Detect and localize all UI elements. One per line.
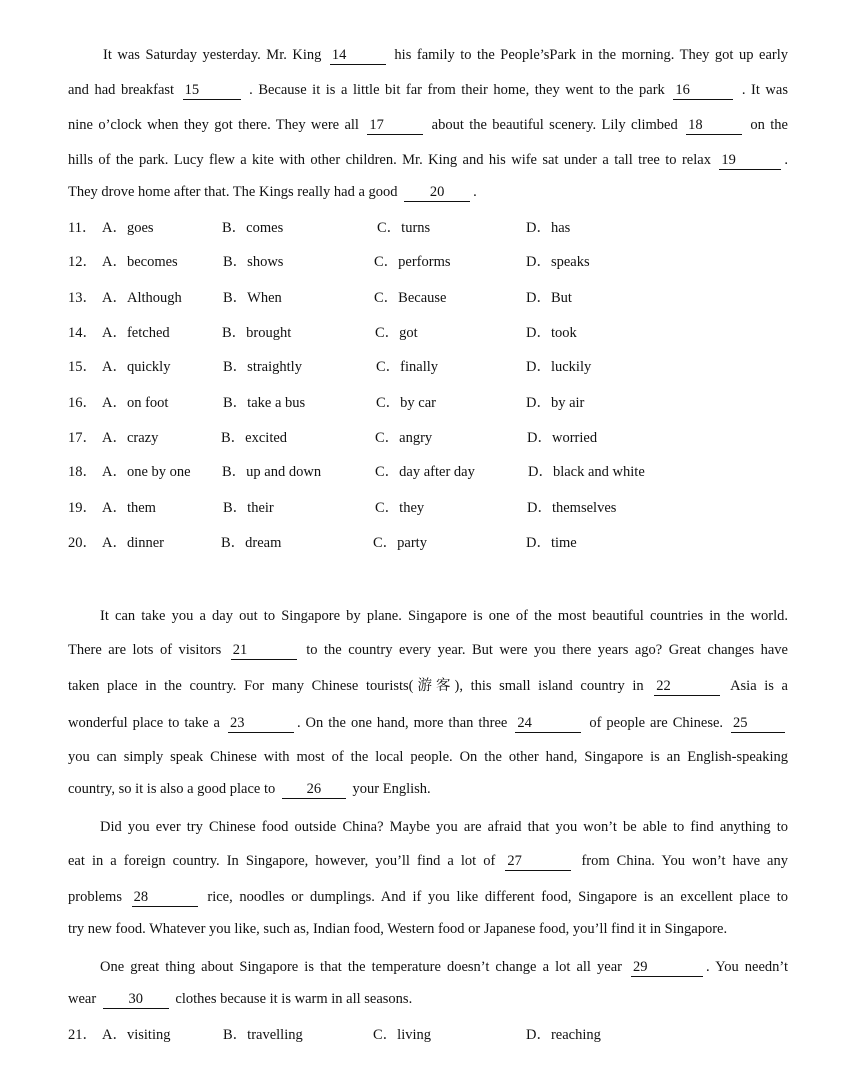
option-d[interactable]: D．took	[526, 325, 577, 341]
question-number: 15．	[68, 359, 97, 375]
answer-blank: 26	[282, 781, 346, 799]
option-a[interactable]: A．becomes	[102, 254, 178, 270]
question-number: 21．	[68, 1027, 97, 1043]
passage-line	[68, 676, 788, 696]
option-d[interactable]: D．worried	[527, 430, 598, 446]
option-a[interactable]: A．them	[102, 500, 156, 516]
passage-line	[100, 817, 788, 837]
option-d[interactable]: D．reaching	[526, 1027, 601, 1043]
option-b[interactable]: B．straightly	[223, 359, 302, 375]
question-row	[68, 288, 788, 308]
option-c[interactable]: C．angry	[375, 430, 433, 446]
passage-text: from China. You won’t have any	[574, 853, 788, 869]
passage-line	[68, 150, 788, 170]
option-b[interactable]: B．travelling	[223, 1027, 303, 1043]
option-a[interactable]: A．one by one	[102, 464, 191, 480]
option-b[interactable]: B．their	[223, 500, 274, 516]
option-c[interactable]: C．Because	[374, 290, 447, 306]
passage-text: eat in a foreign country. In Singapore, however, you’ll find a lot of	[68, 853, 503, 869]
question-number: 13．	[68, 290, 97, 306]
option-d[interactable]: D．themselves	[527, 500, 617, 516]
answer-blank: 30	[103, 991, 169, 1009]
passage-line	[100, 957, 788, 977]
passage-line	[68, 747, 788, 767]
passage-text: try new food. Whatever you like, such as, Indian food, Western food or Japanese food, you’ll find it in Singapore.	[68, 921, 728, 937]
answer-blank: 18	[686, 117, 742, 135]
passage-text: his family to the People’sPark in the morning. They got up early	[388, 47, 788, 63]
answer-blank: 29	[631, 959, 703, 977]
answer-blank: 19	[719, 152, 781, 170]
option-b[interactable]: B．brought	[222, 325, 292, 341]
option-c[interactable]: C．living	[373, 1027, 432, 1043]
passage-text: Did you ever try Chinese food outside China? Maybe you are afraid that you won’t be able to find anything to	[100, 819, 788, 835]
question-row	[68, 218, 788, 238]
question-number: 17．	[68, 430, 97, 446]
option-d[interactable]: D．by air	[526, 395, 585, 411]
passage-text: clothes because it is warm in all seasons.	[171, 991, 413, 1007]
passage-text: wear	[68, 991, 100, 1007]
question-row	[68, 462, 788, 482]
passage-line	[68, 887, 788, 907]
option-a[interactable]: A．goes	[102, 220, 154, 236]
answer-blank: 28	[132, 889, 198, 907]
option-d[interactable]: D．luckily	[526, 359, 592, 375]
question-number: 20．	[68, 535, 97, 551]
question-row	[68, 1025, 788, 1045]
passage-text: on the	[745, 117, 788, 133]
passage-text: There are lots of visitors	[68, 642, 228, 658]
passage-text: you can simply speak Chinese with most of the local people. On the other hand, Singapore is an English-speaking	[68, 749, 788, 765]
passage-text: . On the one hand, more than three	[296, 715, 513, 731]
passage-line	[68, 640, 788, 660]
option-a[interactable]: A．on foot	[102, 395, 169, 411]
question-number: 16．	[68, 395, 97, 411]
option-b[interactable]: B．comes	[222, 220, 284, 236]
answer-blank: 20	[404, 184, 470, 202]
option-c[interactable]: C．party	[373, 535, 427, 551]
question-number: 12．	[68, 254, 97, 270]
passage-text: One great thing about Singapore is that the temperature doesn’t change a lot all year	[100, 959, 629, 975]
passage-text: nine o’clock when they got there. They were all	[68, 117, 365, 133]
question-row	[68, 357, 788, 377]
passage-text: It was Saturday yesterday. Mr. King	[103, 47, 327, 63]
option-c[interactable]: C．finally	[376, 359, 439, 375]
option-c[interactable]: C．got	[375, 325, 418, 341]
passage-text: . You needn’t	[706, 959, 788, 975]
question-row	[68, 323, 788, 343]
passage-text: hills of the park. Lucy flew a kite with other children. Mr. King and his wife sat under a tall tree to relax	[68, 152, 717, 168]
passage-text: They drove home after that. The Kings really had a good	[68, 184, 402, 200]
option-a[interactable]: A．crazy	[102, 430, 159, 446]
passage-text: to the country every year. But were you there years ago? Great changes have	[299, 642, 788, 658]
passage-text: Asia is a	[723, 678, 788, 694]
option-b[interactable]: B．dream	[221, 535, 282, 551]
passage-line	[68, 989, 788, 1009]
passage-text: . Because it is a little bit far from their home, they went to the park	[243, 82, 671, 98]
option-b[interactable]: B．take a bus	[223, 395, 306, 411]
option-c[interactable]: C．turns	[377, 220, 431, 236]
passage-text: taken place in the country. For many Chinese tourists(游客), this small island country in	[68, 678, 652, 694]
option-d[interactable]: D．has	[526, 220, 571, 236]
option-c[interactable]: C．by car	[376, 395, 436, 411]
option-b[interactable]: B．shows	[223, 254, 284, 270]
question-row	[68, 252, 788, 272]
passage-text: .	[473, 184, 477, 200]
question-row	[68, 498, 788, 518]
option-b[interactable]: B．excited	[221, 430, 288, 446]
passage-text: problems	[68, 889, 129, 905]
option-b[interactable]: B．When	[223, 290, 282, 306]
question-row	[68, 428, 788, 448]
passage-text: wonderful place to take a	[68, 715, 225, 731]
question-number: 11．	[68, 220, 97, 236]
option-b[interactable]: B．up and down	[222, 464, 322, 480]
question-row	[68, 393, 788, 413]
answer-blank: 27	[505, 853, 571, 871]
passage-text: of people are Chinese.	[584, 715, 729, 731]
option-a[interactable]: A．fetched	[102, 325, 170, 341]
passage-line	[68, 851, 788, 871]
option-c[interactable]: C．performs	[374, 254, 451, 270]
question-number: 19．	[68, 500, 97, 516]
passage-line	[68, 182, 788, 202]
passage-line	[103, 45, 788, 65]
option-d[interactable]: D．speaks	[526, 254, 590, 270]
option-a[interactable]: A．dinner	[102, 535, 165, 551]
answer-blank: 14	[330, 47, 386, 65]
question-row	[68, 533, 788, 553]
passage-text: .	[784, 152, 788, 168]
passage-text: It can take you a day out to Singapore by plane. Singapore is one of the most beautiful countries in the world.	[100, 608, 788, 624]
answer-blank: 16	[673, 82, 733, 100]
option-d[interactable]: D．time	[526, 535, 577, 551]
answer-blank: 24	[515, 715, 581, 733]
passage-line	[68, 115, 788, 135]
option-c[interactable]: C．day after day	[375, 464, 475, 480]
option-d[interactable]: D．But	[526, 290, 572, 306]
option-a[interactable]: A．Although	[102, 290, 182, 306]
option-c[interactable]: C．they	[375, 500, 425, 516]
passage-text: country, so it is also a good place to	[68, 781, 279, 797]
passage-line	[100, 606, 788, 626]
passage-line	[68, 713, 788, 733]
answer-blank: 21	[231, 642, 297, 660]
answer-blank: 25	[731, 715, 785, 733]
passage-text: . It was	[736, 82, 788, 98]
passage-line	[68, 779, 788, 799]
passage-line	[68, 80, 788, 100]
passage-line	[68, 919, 788, 939]
option-d[interactable]: D．black and white	[528, 464, 645, 480]
passage-text: about the beautiful scenery. Lily climbed	[426, 117, 684, 133]
answer-blank: 15	[183, 82, 241, 100]
answer-blank: 17	[367, 117, 423, 135]
answer-blank: 22	[654, 678, 720, 696]
passage-text: your English.	[348, 781, 431, 797]
passage-text: and had breakfast	[68, 82, 180, 98]
option-a[interactable]: A．quickly	[102, 359, 171, 375]
question-number: 14．	[68, 325, 97, 341]
answer-blank: 23	[228, 715, 294, 733]
question-number: 18．	[68, 464, 97, 480]
option-a[interactable]: A．visiting	[102, 1027, 171, 1043]
passage-text: rice, noodles or dumplings. And if you like different food, Singapore is an excellent place to	[200, 889, 788, 905]
